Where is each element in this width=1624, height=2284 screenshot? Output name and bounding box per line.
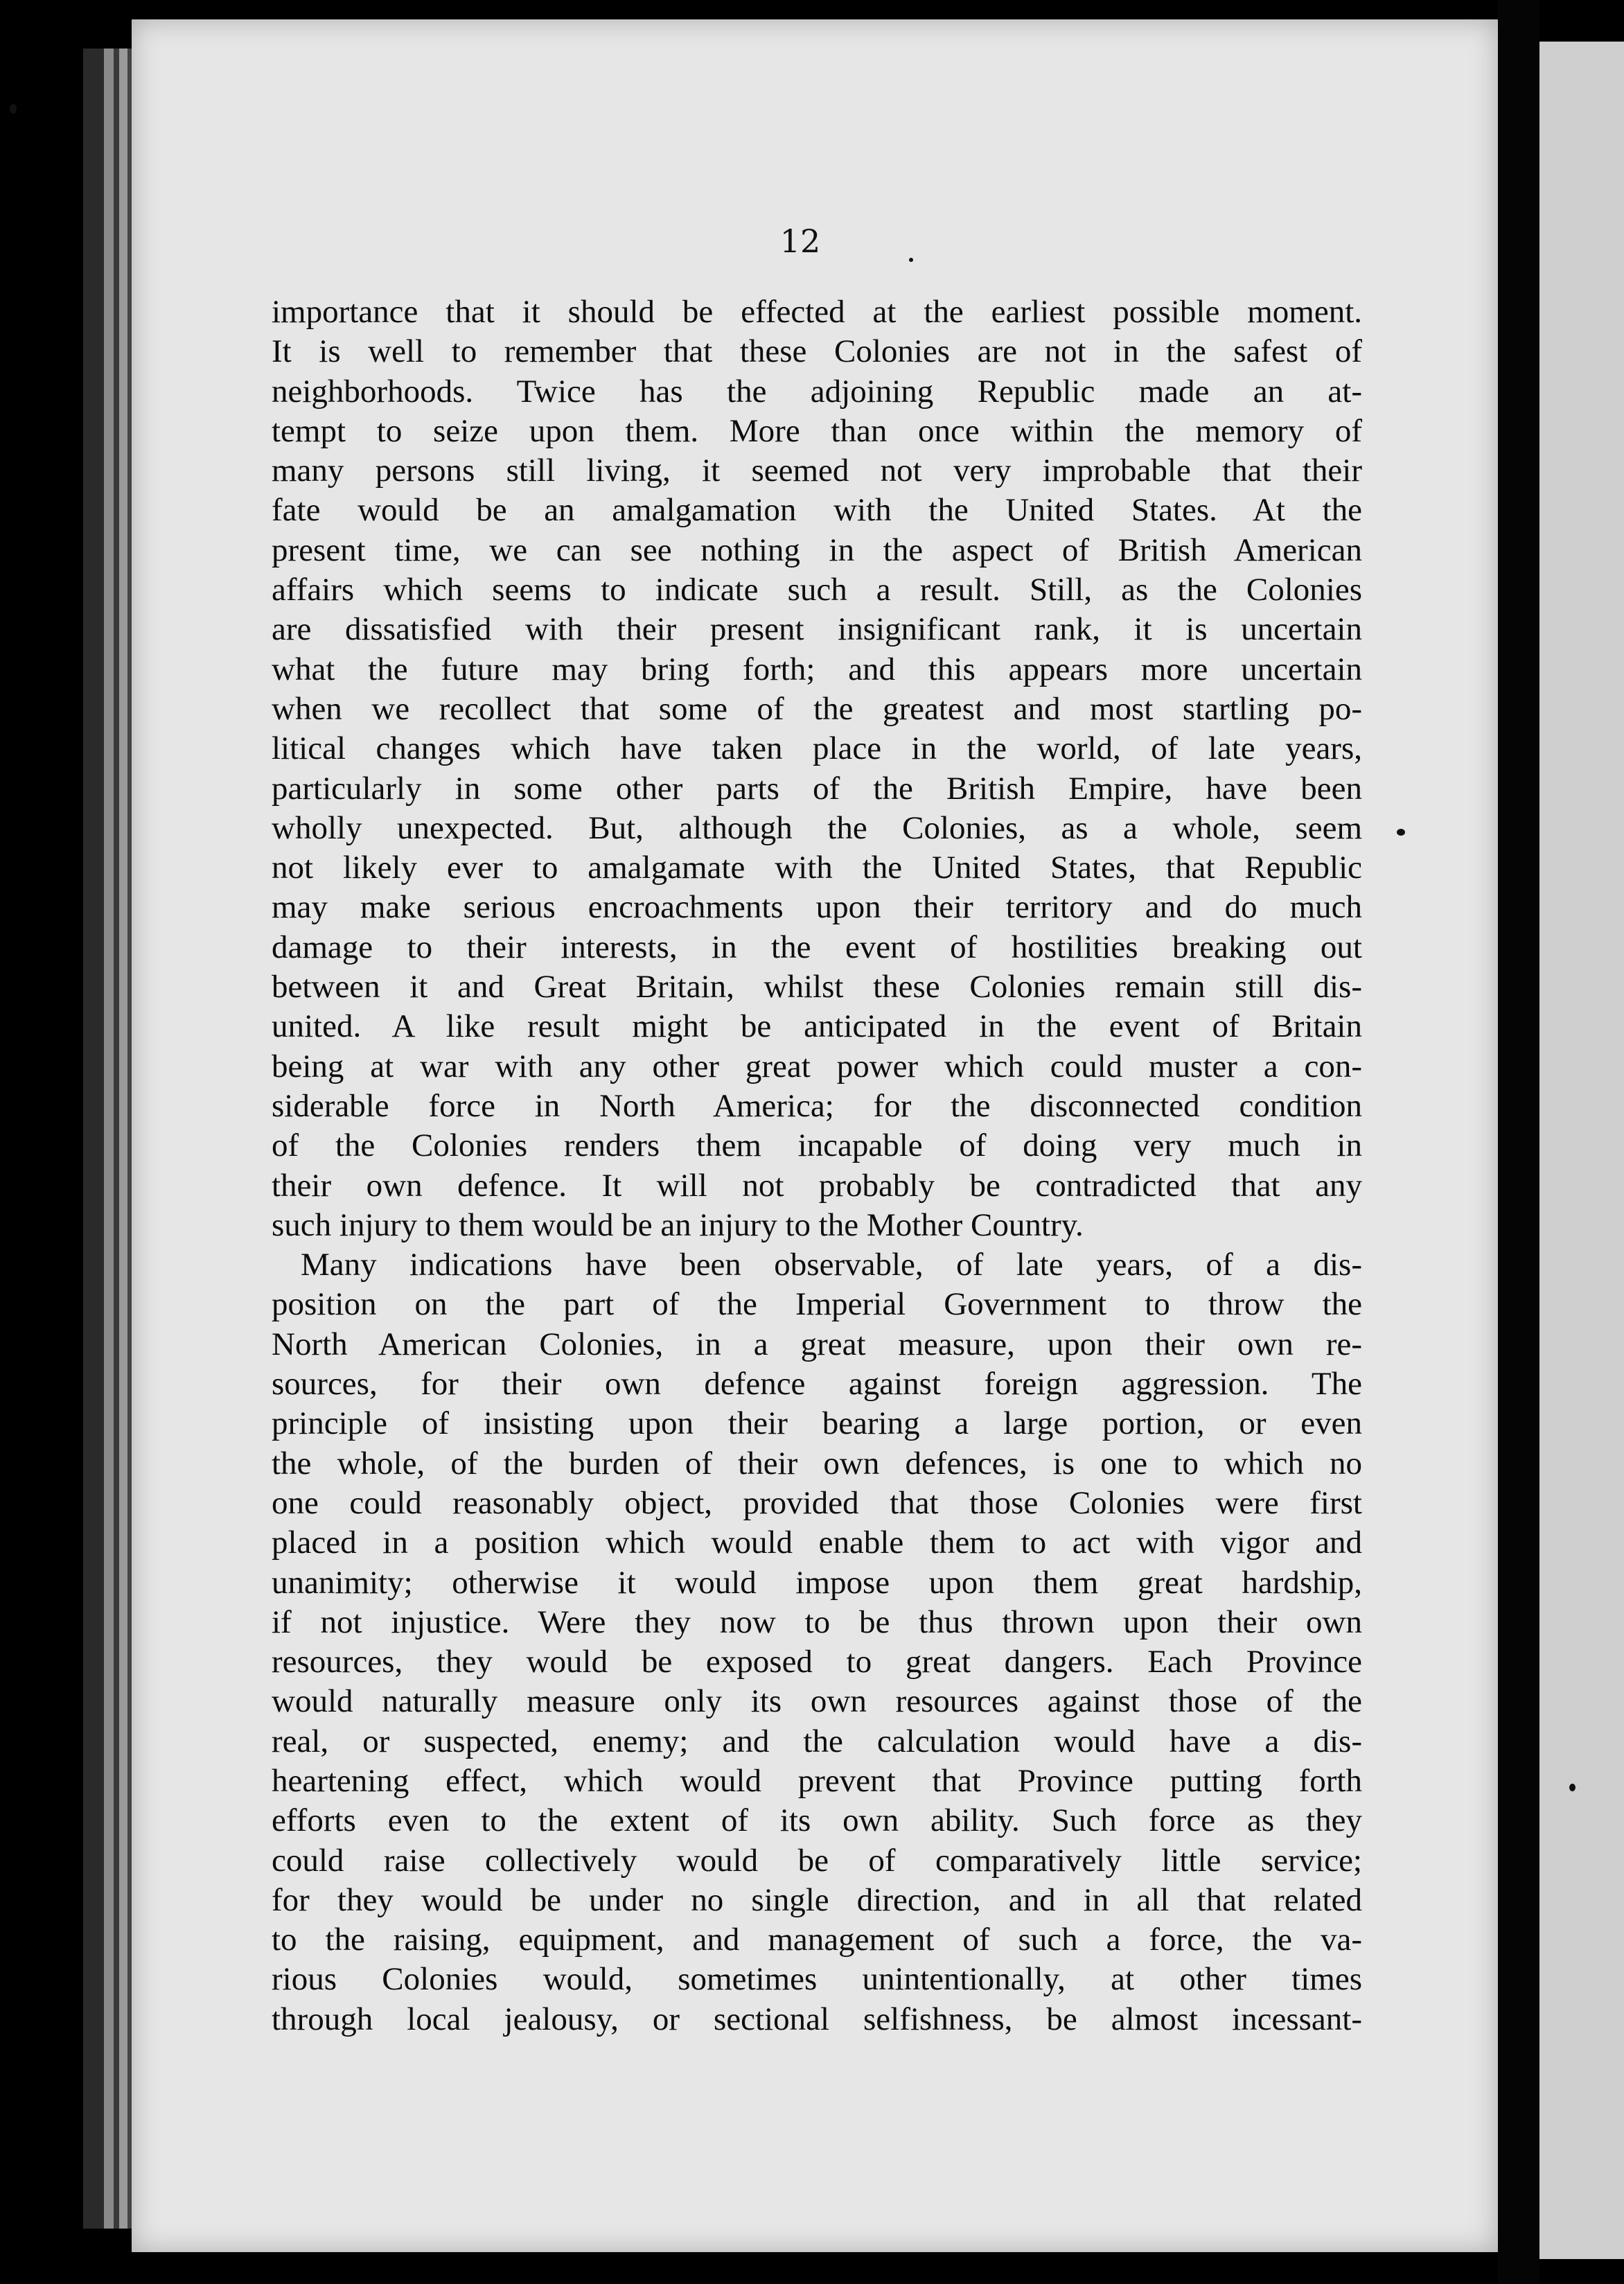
page-edge [114, 49, 119, 2229]
text-line: placed in a position which would enable them to act with vigor and [272, 1525, 1362, 1561]
text-line: could raise collectively would be of comparatively little service; [272, 1842, 1362, 1879]
text-line: when we recollect that some of the greatest and most startling po- [272, 690, 1362, 727]
text-line: united. A like result might be anticipated in the event of Britain [272, 1008, 1362, 1045]
text-line: present time, we can see nothing in the aspect of British American [272, 532, 1362, 568]
text-line: sources, for their own defence against foreign aggression. The [272, 1366, 1362, 1403]
text-line: Many indications have been observable, of late years, of a dis- [301, 1247, 1362, 1283]
text-line: being at war with any other great power which could muster a con- [272, 1048, 1362, 1084]
text-line: the whole, of the burden of their own defences, is one to which no [272, 1445, 1362, 1482]
text-line: siderable force in North America; for the disconnected condition [272, 1087, 1362, 1124]
page-number: 12 [779, 222, 821, 260]
body-text [272, 292, 1362, 2039]
text-line: if not injustice. Were they now to be thus thrown upon their own [272, 1604, 1362, 1640]
text-line: what the future may bring forth; and this appears more uncertain [272, 651, 1362, 687]
text-line: not likely ever to amalgamate with the United States, that Republic [272, 850, 1362, 886]
binding-gutter [1498, 0, 1539, 2284]
text-line: neighborhoods. Twice has the adjoining Republic made an at- [272, 373, 1362, 410]
text-line: fate would be an amalgamation with the United States. At the [272, 492, 1362, 529]
text-line: would naturally measure only its own resources against those of the [272, 1683, 1362, 1720]
text-line: unanimity; otherwise it would impose upon them great hardship, [272, 1564, 1362, 1601]
text-line: their own defence. It will not probably be contradicted that any [272, 1167, 1362, 1204]
text-line: heartening effect, which would prevent that Province putting forth [272, 1762, 1362, 1799]
page-edge [83, 49, 104, 2229]
text-line: for they would be under no single direction, and in all that related [272, 1881, 1362, 1918]
text-line: resources, they would be exposed to great dangers. Each Province [272, 1644, 1362, 1680]
text-line: position on the part of the Imperial Government to throw the [272, 1286, 1362, 1323]
text-line: particularly in some other parts of the British Empire, have been [272, 770, 1362, 807]
text-line: It is well to remember that these Colonies are not in the safest of [272, 333, 1362, 370]
text-line: importance that it should be effected at the earliest possible moment. [272, 294, 1362, 330]
scan-speck [1397, 829, 1405, 836]
text-line: efforts even to the extent of its own ability. Such force as they [272, 1802, 1362, 1839]
text-line: such injury to them would be an injury to the Mother Country. [272, 1206, 1084, 1243]
text-line: real, or suspected, enemy; and the calculation would have a dis- [272, 1723, 1362, 1759]
scan-speck [1569, 1784, 1576, 1791]
text-line: many persons still living, it seemed not very improbable that their [272, 453, 1362, 489]
text-line: rious Colonies would, sometimes unintentionally, at other times [272, 1961, 1362, 1998]
text-line: one could reasonably object, provided that those Colonies were first [272, 1484, 1362, 1521]
page-edge [104, 49, 114, 2229]
text-line: may make serious encroachments upon their territory and do much [272, 889, 1362, 926]
text-line: tempt to seize upon them. More than once within the memory of [272, 412, 1362, 449]
text-line: principle of insisting upon their bearing a large portion, or even [272, 1405, 1362, 1442]
text-line: North American Colonies, in a great measure, upon their own re- [272, 1326, 1362, 1362]
scan-speck [10, 104, 17, 114]
text-line: litical changes which have taken place in the world, of late years, [272, 730, 1362, 767]
scan-speck [909, 258, 913, 262]
text-line: damage to their interests, in the event of hostilities breaking out [272, 929, 1362, 965]
text-line: wholly unexpected. But, although the Colonies, as a whole, seem [272, 809, 1362, 846]
page-edge [119, 49, 127, 2229]
text-line: are dissatisfied with their present insignificant rank, it is uncertain [272, 611, 1362, 648]
text-line: affairs which seems to indicate such a result. Still, as the Colonies [272, 572, 1362, 608]
text-line: of the Colonies renders them incapable of doing very much in [272, 1127, 1362, 1164]
text-line: between it and Great Britain, whilst these Colonies remain still dis- [272, 969, 1362, 1005]
facing-page-edge [1539, 42, 1624, 2259]
text-line: through local jealousy, or sectional selfishness, be almost incessant- [272, 2001, 1362, 2037]
text-line: to the raising, equipment, and management of such a force, the va- [272, 1922, 1362, 1958]
